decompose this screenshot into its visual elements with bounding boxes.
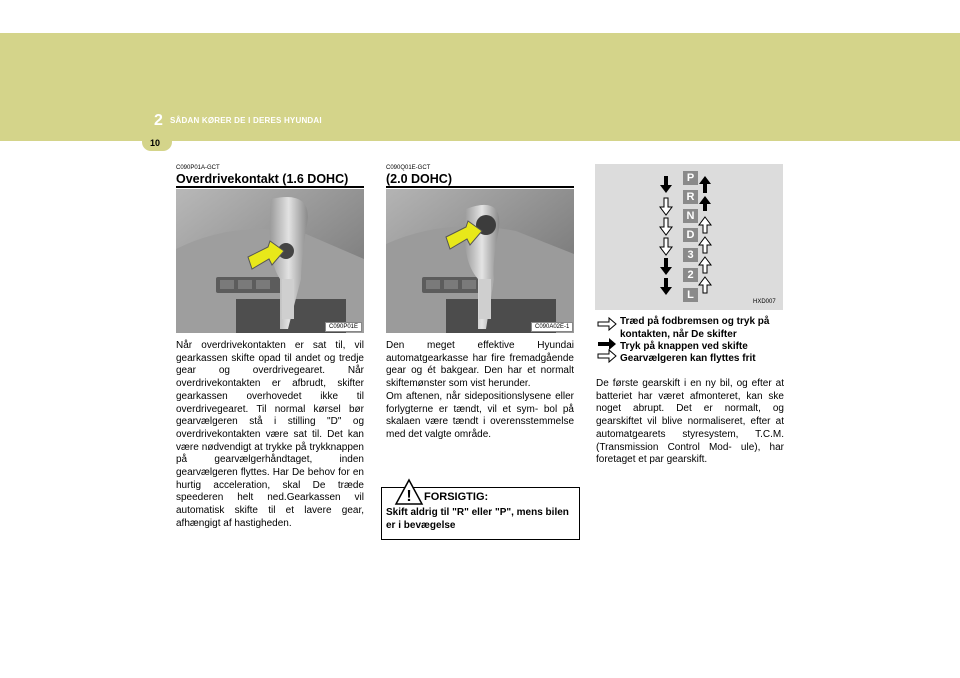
arrow-right-filled-icon [598,338,616,350]
legend-item: Tryk på knappen ved skifte [620,341,748,352]
gear-label-p: P [683,171,698,185]
heading-rule [176,186,364,188]
photo-label: C090A02E-1 [531,322,573,332]
section-body: Den meget effektive Hyundai automatgearkasse har fire fremadgående gear og ét bakgear. Den har et normalt skiftemønster som vist herunder. Om aftenen, når sidepositionslysene eller forlygterne er tændt, vil et sym- bol på skalaen være tændt i overensstemmelse med det valgte område. [386,340,574,440]
chapter-header-band [0,33,960,141]
heading-rule [386,186,574,188]
gear-label-2: 2 [683,268,698,282]
section-heading: Overdrivekontakt (1.6 DOHC) [176,172,349,186]
arrow-right-outline-icon [598,318,616,330]
diagram-label: HXD007 [753,299,776,305]
gear-label-3: 3 [683,248,698,262]
shift-arrows [655,172,725,302]
gear-label-r: R [683,190,698,204]
warning-icon [394,478,424,506]
arrow-down-filled-icon [660,176,672,193]
chapter-number: 2 [154,112,163,129]
caution-text: Skift aldrig til "R" eller "P", mens bilen er i bevægelse [386,507,569,531]
shifter-illustration-1 [176,189,364,333]
section-code: C090P01A-GCT [176,165,220,171]
gear-label-d: D [683,228,698,242]
chapter-title: SÅDAN KØRER DE I DERES HYUNDAI [170,116,322,125]
legend-icons [596,316,618,366]
legend-item: Træd på fodbremsen og tryk på kontakten, når De skifter [620,316,770,340]
page-number: 10 [150,138,161,148]
section-heading: (2.0 DOHC) [386,172,452,186]
arrow-down-filled-icon [660,258,672,295]
caution-title: FORSIGTIG: [424,491,489,503]
arrow-up-filled-icon [699,176,711,211]
arrow-up-outline-icon [699,217,711,293]
gear-label-n: N [683,209,698,223]
arrow-down-outline-icon [660,198,672,255]
section-body: Når overdrivekontakten er sat til, vil gearkassen skifte opad til andet og tredje gear og overdrivegearet. Når overdrivekontakten er afbrudt, skifter gearkassen overhovedet ikke til overdrivegearet. Til normal kørsel bør gearvælgeren stå i stilling "D" og overdrivekontakten være sat til. Det kan være nødvendigt at trykke på trykknappen på gearvælgerhåndtaget, inden gearvælgeren flyttes. Har De behov for en hurtig acceleration, skal De træde speederen helt ned.Gearkassen vil automatisk skifte til et lavere gear, afhængigt af hastigheden. [176,340,364,529]
shifter-illustration-2 [386,189,574,333]
page-top-margin [0,0,960,33]
legend-item: Gearvælgeren kan flyttes frit [620,353,756,364]
svg-text:!: ! [406,488,412,505]
gear-shifter-photo [176,189,364,333]
gear-label-l: L [683,288,698,302]
arrow-right-outline-icon [598,350,616,362]
section-code: C090Q01E-GCT [386,165,431,171]
gear-shifter-photo [386,189,574,333]
section-body: De første gearskift i en ny bil, og efter at batteriet har været afmonteret, kan ske noget abrupt. Det er normalt, og gearskiftet vil blive normaliseret, efter at automatgearets styresystem, T.C.M. (Transmission Control Mod- ule), har foretaget et par gearskift. [596,378,784,466]
photo-label: C090P01E [325,322,362,332]
